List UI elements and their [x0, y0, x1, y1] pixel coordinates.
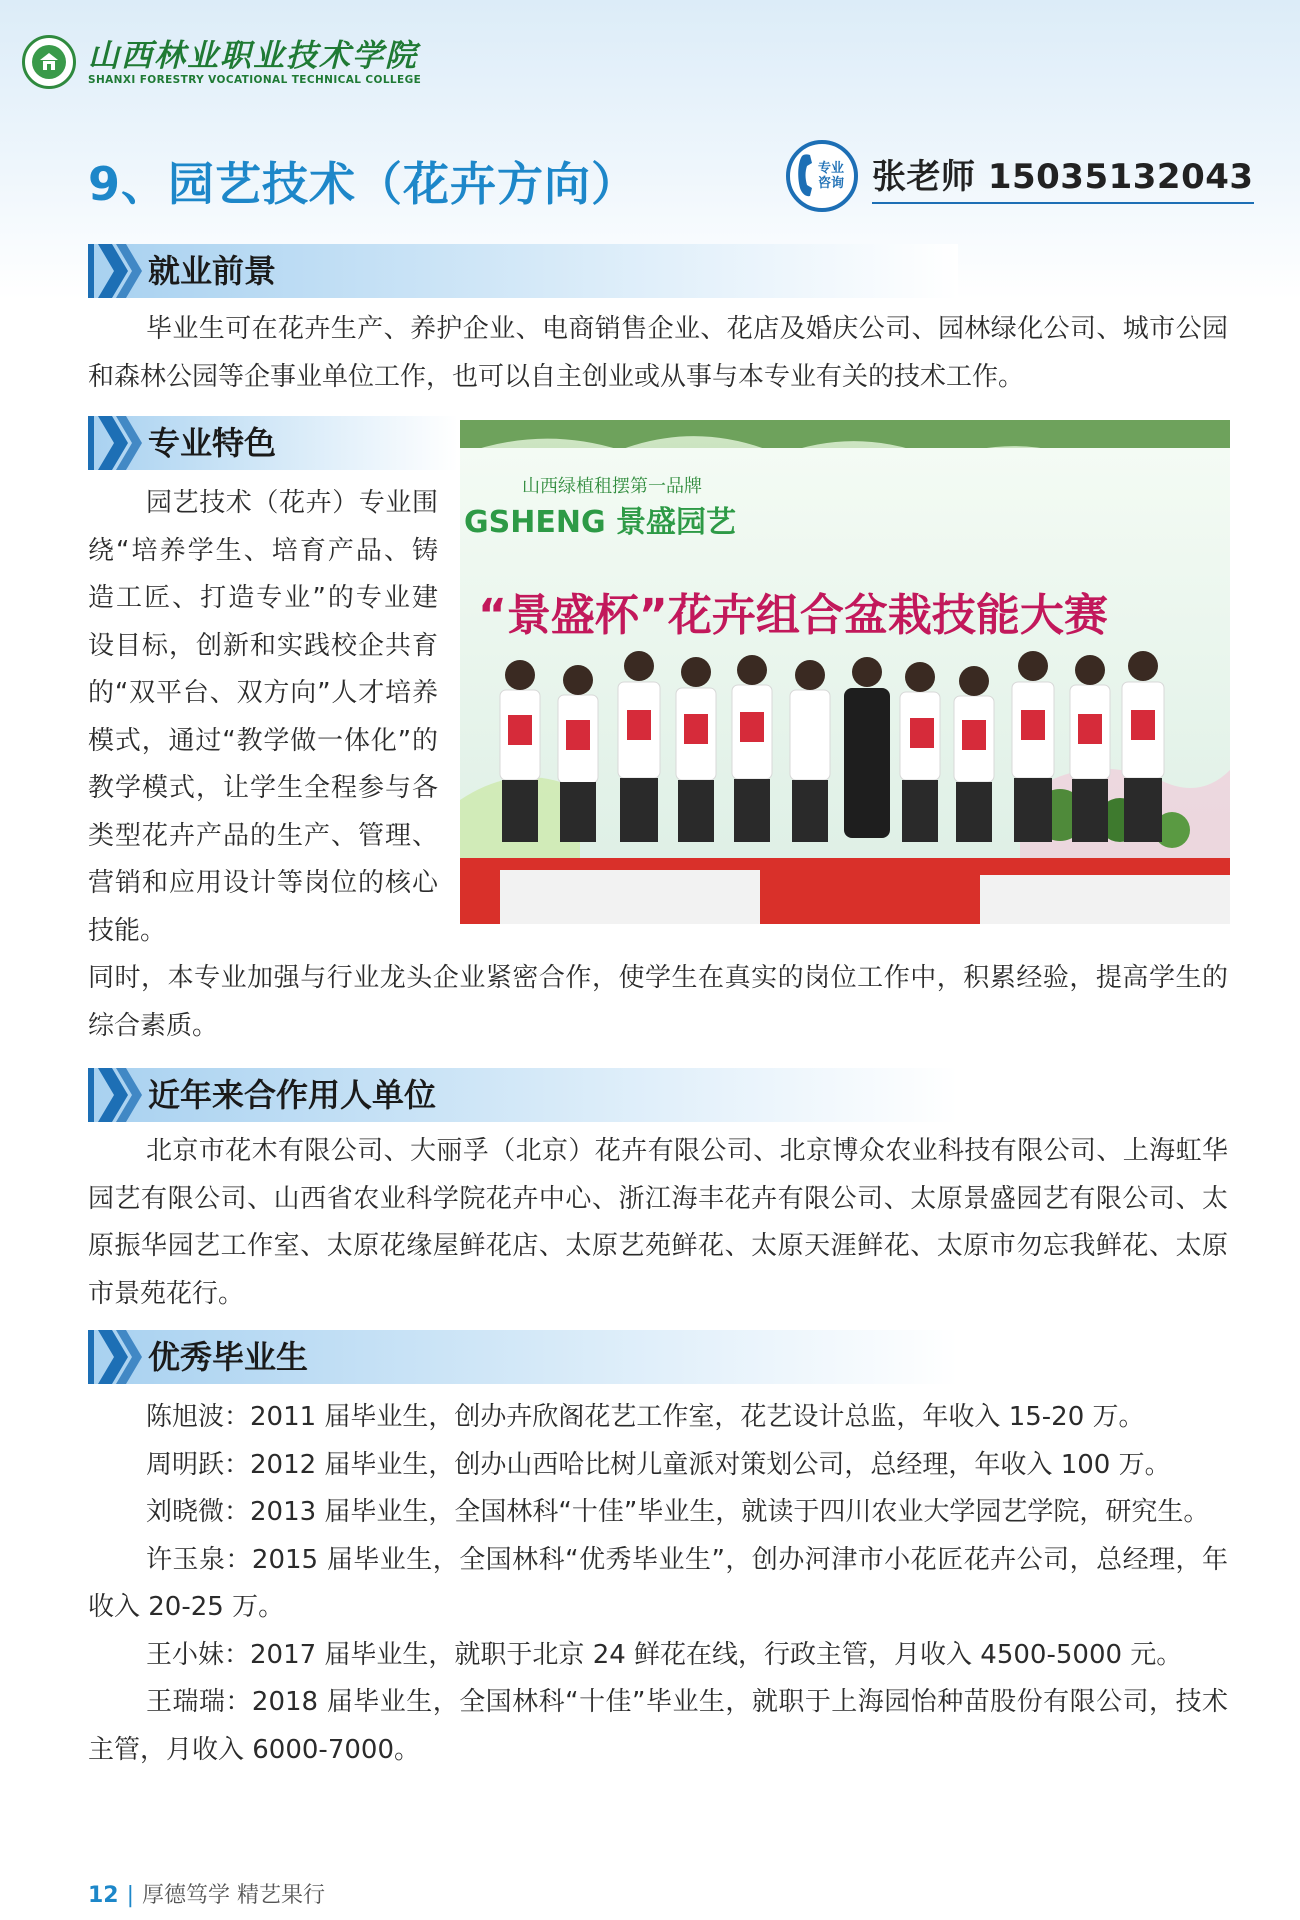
section-header-employment — [88, 244, 958, 298]
list-item: 周明跃：2012 届毕业生，创办山西哈比树儿童派对策划公司，总经理，年收入 100 万。 — [146, 1449, 1171, 1480]
consult-contact — [786, 140, 1254, 212]
college-name-en: SHANXI FORESTRY VOCATIONAL TECHNICAL COLLEGE — [88, 73, 422, 86]
section-title: 就业前景 — [148, 252, 277, 290]
college-motto: 厚德笃学 精艺果行 — [142, 1883, 326, 1908]
photo-headline: “景盛杯”花卉组合盆栽技能大赛 — [478, 590, 1108, 641]
list-item: 王瑞瑞：2018 届毕业生，全国林科“十佳”毕业生，就职于上海园怡种苗股份有限公司，技术主管，月收入 6000-7000。 — [88, 1687, 1228, 1765]
chevron-right-icon — [88, 416, 144, 470]
employment-text: 毕业生可在花卉生产、养护企业、电商销售企业、花店及婚庆公司、园林绿化公司、城市公园和森林公园等企事业单位工作，也可以自主创业或从事与本专业有关的技术工作。 — [88, 314, 1228, 392]
features-text: 园艺技术（花卉）专业围绕“培养学生、培育产品、铸造工匠、打造专业”的专业建设目标，创新和实践校企共育的“双平台、双方向”人才培养模式，通过“教学做一体化”的教学模式，让学生全程参与各类型花卉产品的生产、管理、营销和应用设计等岗位的核心技能。 — [88, 488, 438, 946]
college-seal-icon — [22, 35, 76, 89]
list-item: 许玉泉：2015 届毕业生，全国林科“优秀毕业生”，创办河津市小花匠花卉公司，总经理，年收入 20-25 万。 — [88, 1544, 1228, 1622]
list-item: 陈旭波：2011 届毕业生，创办卉欣阁花艺工作室，花艺设计总监，年收入 15-20 万。 — [146, 1402, 1145, 1432]
section-header-features — [88, 416, 458, 470]
features-text-continued: 同时，本专业加强与行业龙头企业紧密合作，使学生在真实的岗位工作中，积累经验，提高学生的综合素质。 — [88, 963, 1228, 1041]
page-footer: 12 | 厚德笃学 精艺果行 — [88, 1883, 326, 1908]
page-title: 9、园艺技术（花卉方向） — [88, 157, 639, 211]
section-header-partners — [88, 1068, 958, 1122]
chevron-right-icon — [88, 1330, 144, 1384]
chevron-right-icon — [88, 1068, 144, 1122]
chevron-right-icon — [88, 244, 144, 298]
contact-teacher-phone: 张老师 15035132043 — [872, 149, 1254, 204]
section-title: 优秀毕业生 — [148, 1338, 309, 1376]
section-header-graduates — [88, 1330, 958, 1384]
phone-icon — [786, 140, 858, 212]
section-title: 近年来合作用人单位 — [148, 1076, 437, 1114]
section-title: 专业特色 — [148, 424, 277, 462]
photo-brand: GSHENG 景盛园艺 — [464, 505, 737, 540]
photo-banner-small: 山西绿植租摆第一品牌 — [522, 476, 702, 497]
list-item: 刘晓微：2013 届毕业生，全国林科“十佳”毕业生，就读于四川农业大学园艺学院，研究生。 — [146, 1497, 1210, 1527]
list-item: 王小妹：2017 届毕业生，就职于北京 24 鲜花在线，行政主管，月收入 4500-5000 元。 — [146, 1639, 1183, 1670]
consult-badge: 专业 咨询 — [817, 161, 844, 191]
college-header — [22, 30, 421, 94]
partners-text: 北京市花木有限公司、大丽孚（北京）花卉有限公司、北京博众农业科技有限公司、上海虹华园艺有限公司、山西省农业科学院花卉中心、浙江海丰花卉有限公司、太原景盛园艺有限公司、太原振华园艺工作室、太原花缘屋鲜花店、太原艺苑鲜花、太原天涯鲜花、太原市勿忘我鲜花、太原市景苑花行。 — [88, 1136, 1228, 1309]
graduates-list — [88, 1394, 1228, 1774]
competition-photo — [460, 420, 1230, 924]
page-number: 12 — [88, 1883, 119, 1908]
college-name-cn: 山西林业职业技术学院 — [88, 37, 418, 74]
